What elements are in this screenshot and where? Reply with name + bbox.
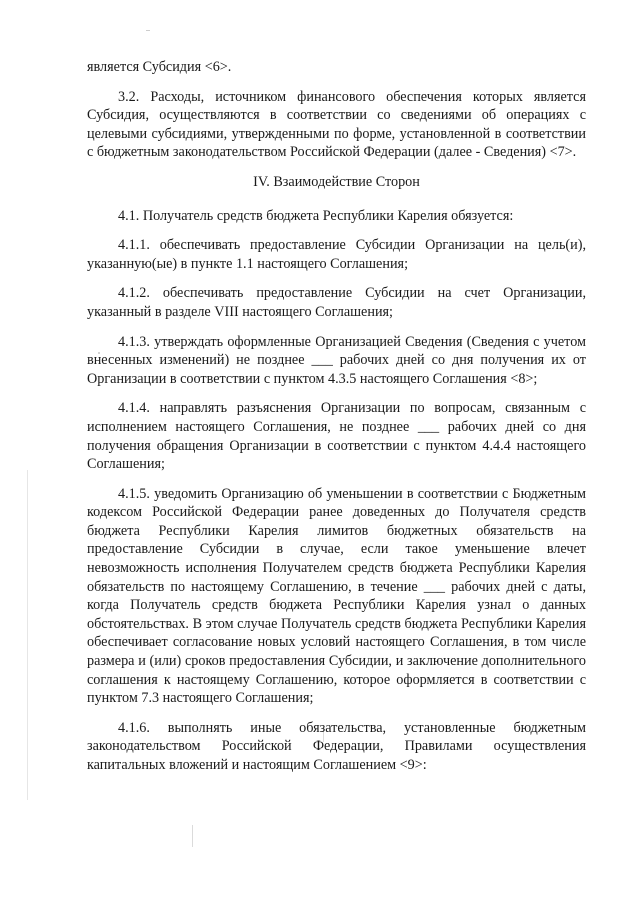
paragraph-3-2: 3.2. Расходы, источником финансового обеспечения которых является Субсидия, осуществляются в соответствии со сведениями об операциях с целевыми субсидиями, утвержденными по форме, установленной в соответствии с бюджетным законодательством Российской Федерации (далее - Сведения) <7>.	[87, 88, 586, 161]
paragraph-4-1-5: 4.1.5. уведомить Организацию об уменьшении в соответствии с Бюджетным кодексом Российской Федерации ранее доведенных до Получателя средств бюджета Республики Карелия лимитов бюджетных обязательств на предоставление Субсидии в случае, если такое уменьшение влечет невозможность исполнения Получателем средств бюджета Республики Карелия обязательств по настоящему Соглашению, в течение ___ рабочих дней с даты, когда Получатель средств бюджета Республики Карелия узнал о данных обстоятельствах. В этом случае Получатель средств бюджета Республики Карелия обеспечивает согласование новых условий настоящего Соглашения, в том числе размера и (или) сроков предоставления Субсидии, и заключение дополнительного соглашения к настоящему Соглашению, которое оформляется в соответствии с пунктом 7.3 настоящего Соглашения;	[87, 485, 586, 707]
paragraph-4-1-3: 4.1.3. утверждать оформленные Организацией Сведения (Сведения с учетом внесенных изменений) не позднее ___ рабочих дней со дня получения их от Организации в соответствии с пунктом 4.3.5 настоящего Соглашения <8>;	[87, 333, 586, 387]
document-body	[87, 58, 586, 786]
scan-artifact-bottom	[192, 825, 193, 847]
paragraph-4-1-6: 4.1.6. выполнять иные обязательства, установленные бюджетным законодательством Российской Федерации, Правилами осуществления капитальных вложений и настоящим Соглашением <9>:	[87, 719, 586, 773]
scan-artifact-top	[146, 30, 150, 31]
paragraph-4-1-4: 4.1.4. направлять разъяснения Организации по вопросам, связанным с исполнением настоящего Соглашения, не позднее ___ рабочих дней со дня получения обращения Организации в соответствии с пунктом 4.4.4 настоящего Соглашения;	[87, 400, 586, 473]
paragraph-4-1-1: 4.1.1. обеспечивать предоставление Субсидии Организации на цель(и), указанную(ые) в пункте 1.1 настоящего Соглашения;	[87, 237, 586, 272]
section-heading: IV. Взаимодействие Сторон	[253, 173, 420, 190]
paragraph-4-1-2: 4.1.2. обеспечивать предоставление Субсидии на счет Организации, указанный в разделе VIII настоящего Соглашения;	[87, 285, 586, 320]
paragraph-continuation: является Субсидия <6>.	[87, 59, 232, 75]
paragraph-4-1: 4.1. Получатель средств бюджета Республики Карелия обязуется:	[118, 207, 514, 224]
scan-artifact-left-edge	[27, 470, 28, 800]
